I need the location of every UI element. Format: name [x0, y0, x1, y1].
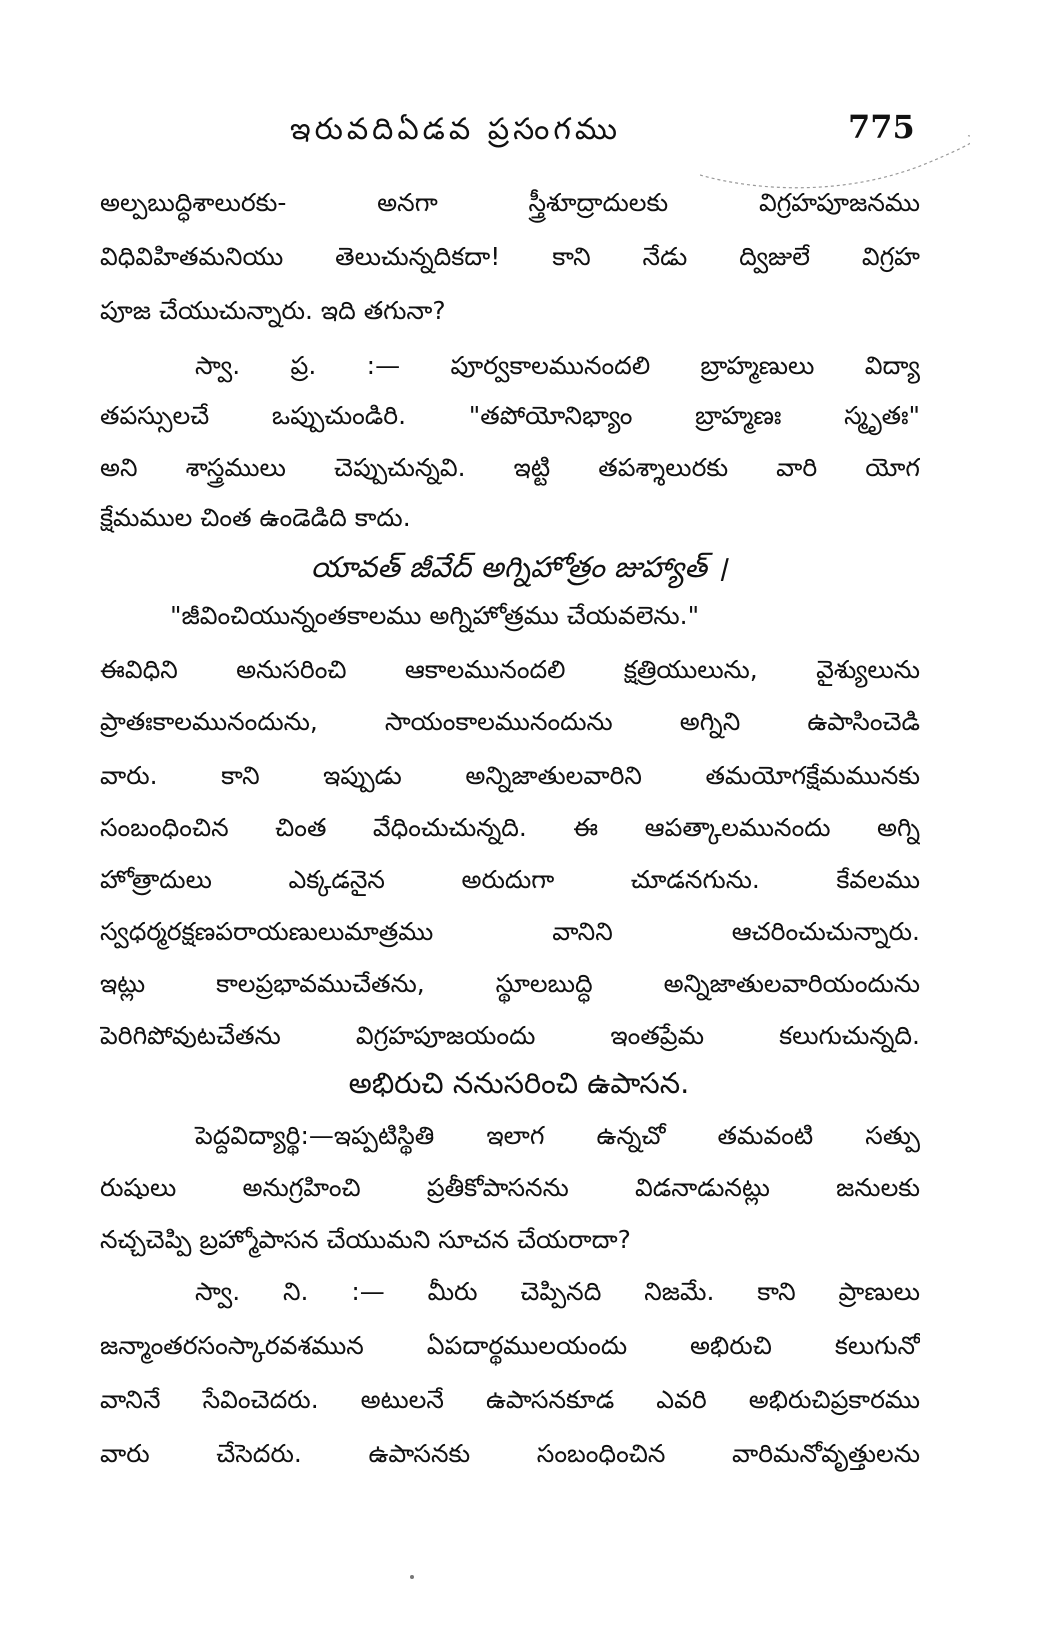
text-line: "జీవించియున్నంతకాలము అగ్నిహోత్రము చేయవలెను." [170, 601, 700, 630]
text-line: పూజ చేయుచున్నారు. ఇది తగునా? [100, 296, 446, 325]
text-line: అల్పబుద్ధిశాలురకు- అనగా స్త్రీశూద్రాదులకు విగ్రహపూజనము [100, 188, 920, 217]
scan-speck [410, 1575, 414, 1579]
text-line: స్వా. ప్ర. :— పూర్వకాలమునందలి బ్రాహ్మణులు విద్యా [195, 351, 920, 380]
text-line: తపస్సులచే ఒప్పుచుండిరి. "తపోయోనిభ్యాం బ్రాహ్మణః స్మృతః" [100, 401, 920, 430]
text-line: అని శాస్త్రములు చెప్పుచున్నవి. ఇట్టి తపశ్శాలురకు వారి యోగ [100, 453, 920, 482]
text-line: రుషులు అనుగ్రహించి ప్రతీకోపాసనను విడనాడునట్లు జనులకు [100, 1173, 920, 1202]
text-line: వారు చేసెదరు. ఉపాసనకు సంబంధించిన వారిమనోవృత్తులను [100, 1439, 920, 1468]
page-number: 775 [848, 108, 915, 146]
sanskrit-quote: యావత్ జీవేద్ అగ్నిహోత్రం జుహ్యాత్ । [310, 550, 728, 584]
text-line: పెద్దవిద్యార్థి:—ఇప్పటిస్థితి ఇలాగ ఉన్నచో తమవంటి సత్పు [195, 1121, 920, 1150]
text-line: పెరిగిపోవుటచేతను విగ్రహపూజయందు ఇంతప్రేమ కలుగుచున్నది. [100, 1021, 920, 1050]
text-line: స్వా. ని. :— మీరు చెప్పినది నిజమే. కాని ప్రాణులు [195, 1277, 920, 1306]
text-line: ప్రాతఃకాలమునందును, సాయంకాలమునందును అగ్నిని ఉపాసించెడి [100, 707, 920, 736]
text-line: వానినే సేవించెదరు. అటులనే ఉపాసనకూడ ఎవరి అభిరుచిప్రకారము [100, 1385, 920, 1414]
running-title: ఇరువదిఏడవ ప్రసంగము [290, 112, 621, 147]
text-line: సంబంధించిన చింత వేధించుచున్నది. ఈ ఆపత్కాలమునందు అగ్ని [100, 813, 920, 842]
text-line: వారు. కాని ఇప్పుడు అన్నిజాతులవారిని తమయోగక్షేమమునకు [100, 761, 920, 790]
text-line: నచ్చచెప్పి బ్రహ్మోపాసన చేయుమని సూచన చేయరాదా? [100, 1225, 631, 1254]
text-line: విధివిహితమనియు తెలుచున్నదికదా! కాని నేడు ద్విజులే విగ్రహ [100, 242, 920, 271]
text-line: హోత్రాదులు ఎక్కడనైన అరుదుగా చూడనగును. కేవలము [100, 865, 920, 894]
text-line: క్షేమముల చింత ఉండెడిది కాదు. [100, 503, 411, 532]
text-line: ఇట్లు కాలప్రభావముచేతను, స్థూలబుద్ధి అన్నిజాతులవారియందును [100, 969, 920, 998]
text-line: స్వధర్మరక్షణపరాయణులుమాత్రము వానిని ఆచరించుచున్నారు. [100, 917, 920, 946]
text-line: ఈవిధిని అనుసరించి ఆకాలమునందలి క్షత్రియులును, వైశ్యులును [100, 655, 920, 684]
section-heading: అభిరుచి ననుసరించి ఉపాసన. [348, 1066, 690, 1100]
text-line: జన్మాంతరసంస్కారవశమున ఏపదార్థములయందు అభిరుచి కలుగునో [100, 1331, 920, 1360]
